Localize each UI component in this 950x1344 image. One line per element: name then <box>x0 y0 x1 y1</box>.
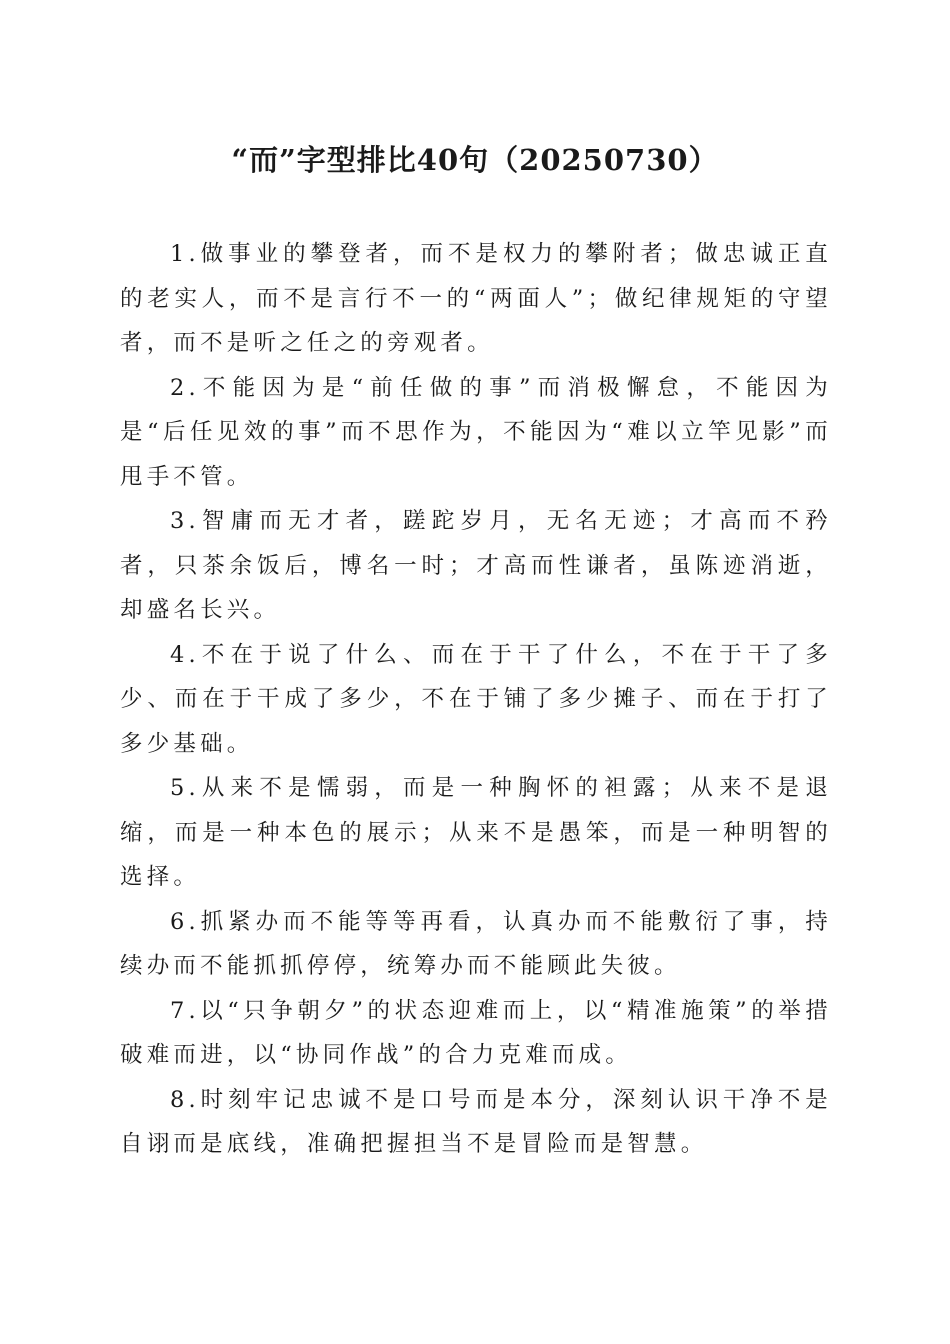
paragraph-8: 8.时刻牢记忠诚不是口号而是本分，深刻认识干净不是自诩而是底线，准确把握担当不是冒险而是智慧。 <box>120 1086 832 1157</box>
document-title: “而”字型排比40句（20250730） <box>231 143 719 177</box>
paragraph-4: 4.不在于说了什么、而在于干了什么，不在于干了多少、而在于干成了多少，不在于铺了多少摊子、而在于打了多少基础。 <box>120 641 832 757</box>
paragraph-1: 1.做事业的攀登者，而不是权力的攀附者；做忠诚正直的老实人，而不是言行不一的“两面人”；做纪律规矩的守望者，而不是听之任之的旁观者。 <box>120 241 832 356</box>
paragraph-2: 2.不能因为是“前任做的事”而消极懈怠，不能因为是“后任见效的事”而不思作为，不能因为“难以立竿见影”而甩手不管。 <box>120 374 832 490</box>
paragraph-3: 3.智庸而无才者，蹉跎岁月，无名无迹；才高而不矜者，只茶余饭后，博名一时；才高而性谦者，虽陈迹消逝，却盛名长兴。 <box>120 508 832 623</box>
paragraph-6: 6.抓紧办而不能等等再看，认真办而不能敷衍了事，持续办而不能抓抓停停，统筹办而不能顾此失彼。 <box>120 908 832 979</box>
paragraph-5: 5.从来不是懦弱，而是一种胸怀的袒露；从来不是退缩，而是一种本色的展示；从来不是愚笨，而是一种明智的选择。 <box>120 775 832 890</box>
paragraph-7: 7.以“只争朝夕”的状态迎难而上，以“精准施策”的举措破难而进，以“协同作战”的合力克难而成。 <box>120 997 832 1068</box>
document-body <box>120 232 832 1167</box>
